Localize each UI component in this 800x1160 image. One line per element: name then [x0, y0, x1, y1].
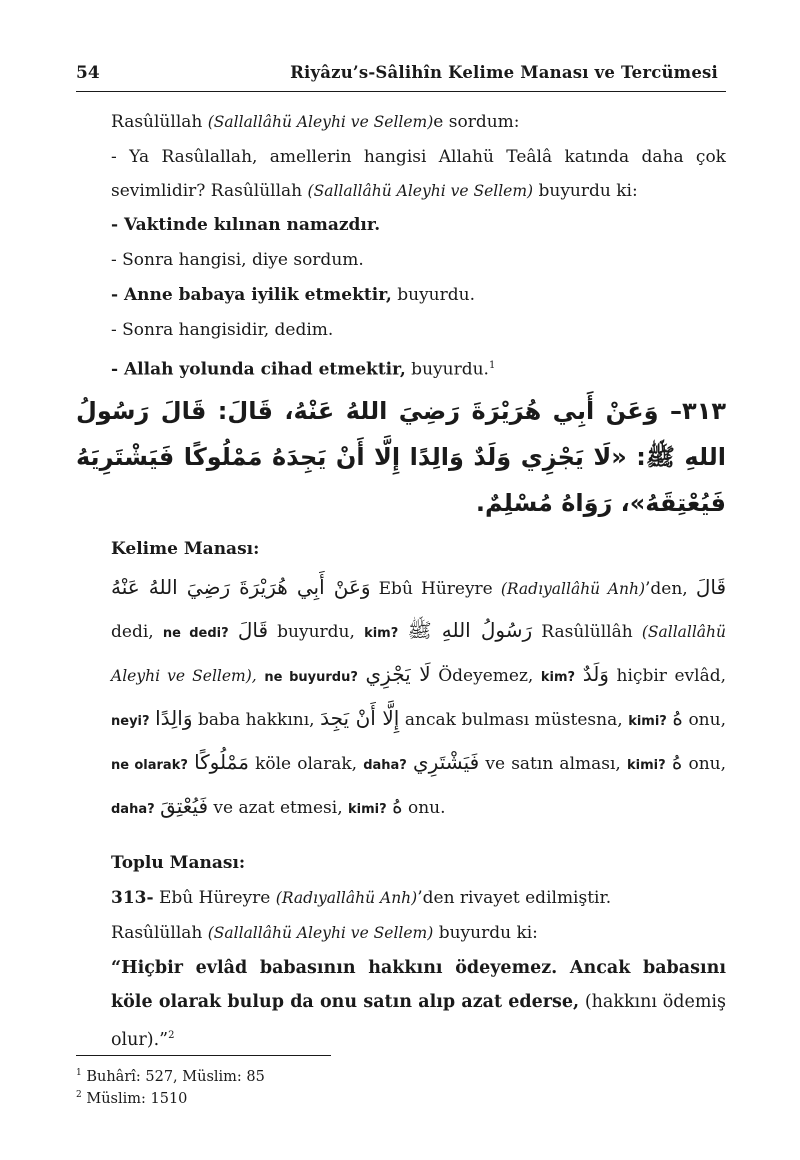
arabic-term: وَلَدٌ — [582, 661, 609, 686]
bold-quote: “Hiçbir evlâd babasının hakkını ödeyemez. Ancak babasını köle olarak bulup da onu satın alıp azat ederse, — [111, 957, 726, 1012]
footnote-2 — [76, 1090, 187, 1107]
toplu-line-2 — [76, 916, 726, 951]
text: Ödeyemez, — [430, 665, 541, 686]
question-label: ne olarak? — [111, 757, 188, 773]
arabic-term: قَالَ — [695, 574, 726, 599]
text: hiçbir evlâd, — [608, 665, 727, 686]
text: buyurdu. — [391, 285, 475, 305]
text: ve azat etmesi, — [208, 797, 349, 818]
question-label: kimi? — [626, 757, 666, 773]
salawat-italic: (Sallallâhü Aleyhi ve Sellem) — [307, 182, 534, 200]
arabic-term: مَمْلُوكًا — [194, 749, 249, 774]
intro-line-4: - Sonra hangisi, diye sordum. — [111, 250, 364, 270]
bold-text: - Anne babaya iyilik etmektir, — [111, 285, 392, 305]
salawat-italic: (Radıyallâhü Anh) — [275, 888, 418, 907]
toplu-heading: Toplu Manası: — [111, 852, 246, 873]
text: Ebû Hüreyre — [153, 887, 276, 908]
text: onu, — [682, 709, 726, 730]
hadith-arabic-text: ٣١٣– وَعَنْ أَبِي هُرَيْرَةَ رَضِيَ اللهُ عَنْهُ، قَالَ: قَالَ رَسُولُ اللهِ ﷺ: «لَا يَجْزِي وَلَدٌ وَالِدًا إِلَّا أَنْ يَجِدَهُ مَمْلُوكًا فَيَشْتَرِيَهُ فَيُعْتِقَهُ»، رَوَاهُ مُسْلِمٌ. — [76, 396, 726, 517]
section-gap — [76, 830, 726, 846]
text: onu, — [682, 753, 726, 774]
text: buyurdu ki: — [533, 181, 638, 201]
text: buyurdu ki: — [433, 922, 538, 943]
arabic-term: وَالِدًا — [155, 705, 193, 730]
arabic-term: فَيُعْتِقَ — [160, 793, 209, 818]
footnote-1 — [76, 1068, 265, 1085]
page-number: 54 — [76, 63, 100, 83]
text: e sordum: — [433, 112, 520, 132]
footnote-ref[interactable]: 1 — [488, 360, 496, 371]
text: ’den rivayet edilmiştir. — [417, 887, 612, 908]
question-label: kimi? — [628, 713, 667, 729]
running-header — [76, 63, 726, 92]
text: Ebû Hüreyre — [370, 578, 501, 599]
arabic-term: هُ — [671, 749, 683, 774]
salawat-italic: (Sallallâhü Aleyhi ve Sellem) — [207, 113, 434, 131]
bold-text: - Allah yolunda cihad etmektir, — [111, 359, 406, 380]
hadith-arabic — [76, 388, 726, 526]
text: buyurdu, — [268, 621, 365, 642]
text: köle olarak, — [248, 753, 364, 774]
text: Rasûlüllah — [111, 112, 208, 132]
text: dedi, — [111, 621, 154, 642]
text: Rasûlüllâh — [532, 621, 642, 642]
arabic-term: رَسُولُ اللهِ ﷺ — [407, 617, 533, 642]
text: (hakkını ödemiş olur).” — [111, 991, 726, 1050]
question-label: daha? — [363, 757, 407, 773]
question-label: ne buyurdu? — [264, 669, 358, 685]
footnote-ref[interactable]: 2 — [168, 1029, 175, 1041]
intro-line-5 — [76, 278, 726, 313]
arabic-term: إِلَّا أَنْ يَجِدَ — [320, 705, 400, 730]
salawat-italic: (Radıyallâhü Anh) — [500, 579, 645, 598]
footnote-text: Buhârî: 527, Müslim: 85 — [81, 1068, 265, 1085]
page-body — [76, 105, 726, 1056]
arabic-term: لَا يَجْزِي — [365, 661, 431, 686]
intro-line-2 — [76, 140, 726, 208]
arabic-term: قَالَ — [237, 617, 268, 642]
arabic-term: وَعَنْ أَبِي هُرَيْرَةَ رَضِيَ اللهُ عَنْهُ — [111, 574, 371, 599]
question-label: ne dedi? — [162, 625, 229, 641]
kelime-paragraph — [76, 567, 726, 830]
text: ’den, — [645, 578, 696, 599]
text: ve satın alması, — [479, 753, 627, 774]
intro-line-7 — [76, 348, 726, 388]
salawat-italic: (Sallallâhü Aleyhi ve Sellem) — [207, 923, 434, 942]
arabic-term: فَيَشْتَرِي — [413, 749, 480, 774]
arabic-term: هُ — [672, 705, 683, 730]
footnote-number: 1 — [76, 1068, 82, 1078]
footnote-text: Müslim: 1510 — [81, 1090, 188, 1107]
text: onu. — [402, 797, 446, 818]
question-label: kimi? — [348, 801, 387, 817]
intro-line-3: - Vaktinde kılınan namazdır. — [111, 215, 381, 235]
intro-line-6: - Sonra hangisidir, dedim. — [111, 320, 334, 340]
text: Rasûlüllah — [111, 922, 208, 943]
salawat-italic: (Sallallâhü Aleyhi ve Sellem), — [111, 622, 727, 685]
text: ancak bulması müstesna, — [399, 709, 629, 730]
toplu-line-1 — [76, 881, 726, 916]
footnote-number: 2 — [76, 1090, 82, 1100]
intro-line-1 — [76, 105, 726, 140]
arabic-term: هُ — [392, 793, 403, 818]
question-label: neyi? — [111, 713, 150, 729]
toplu-quote — [76, 951, 726, 1057]
text: buyurdu. — [405, 359, 489, 380]
hadith-number: 313- — [111, 887, 154, 908]
footnote-rule — [76, 1055, 331, 1056]
text: baba hakkını, — [192, 709, 321, 730]
question-label: kim? — [540, 669, 576, 685]
question-label: kim? — [364, 625, 399, 641]
kelime-heading: Kelime Manası: — [111, 538, 260, 559]
text: - Ya Rasûlallah, amellerin hangisi Allahü Teâlâ katında daha çok sevimlidir? Rasûlüllah — [111, 147, 726, 201]
question-label: daha? — [111, 801, 155, 817]
running-title: Riyâzu’s-Sâlihîn Kelime Manası ve Tercümesi — [290, 63, 718, 82]
